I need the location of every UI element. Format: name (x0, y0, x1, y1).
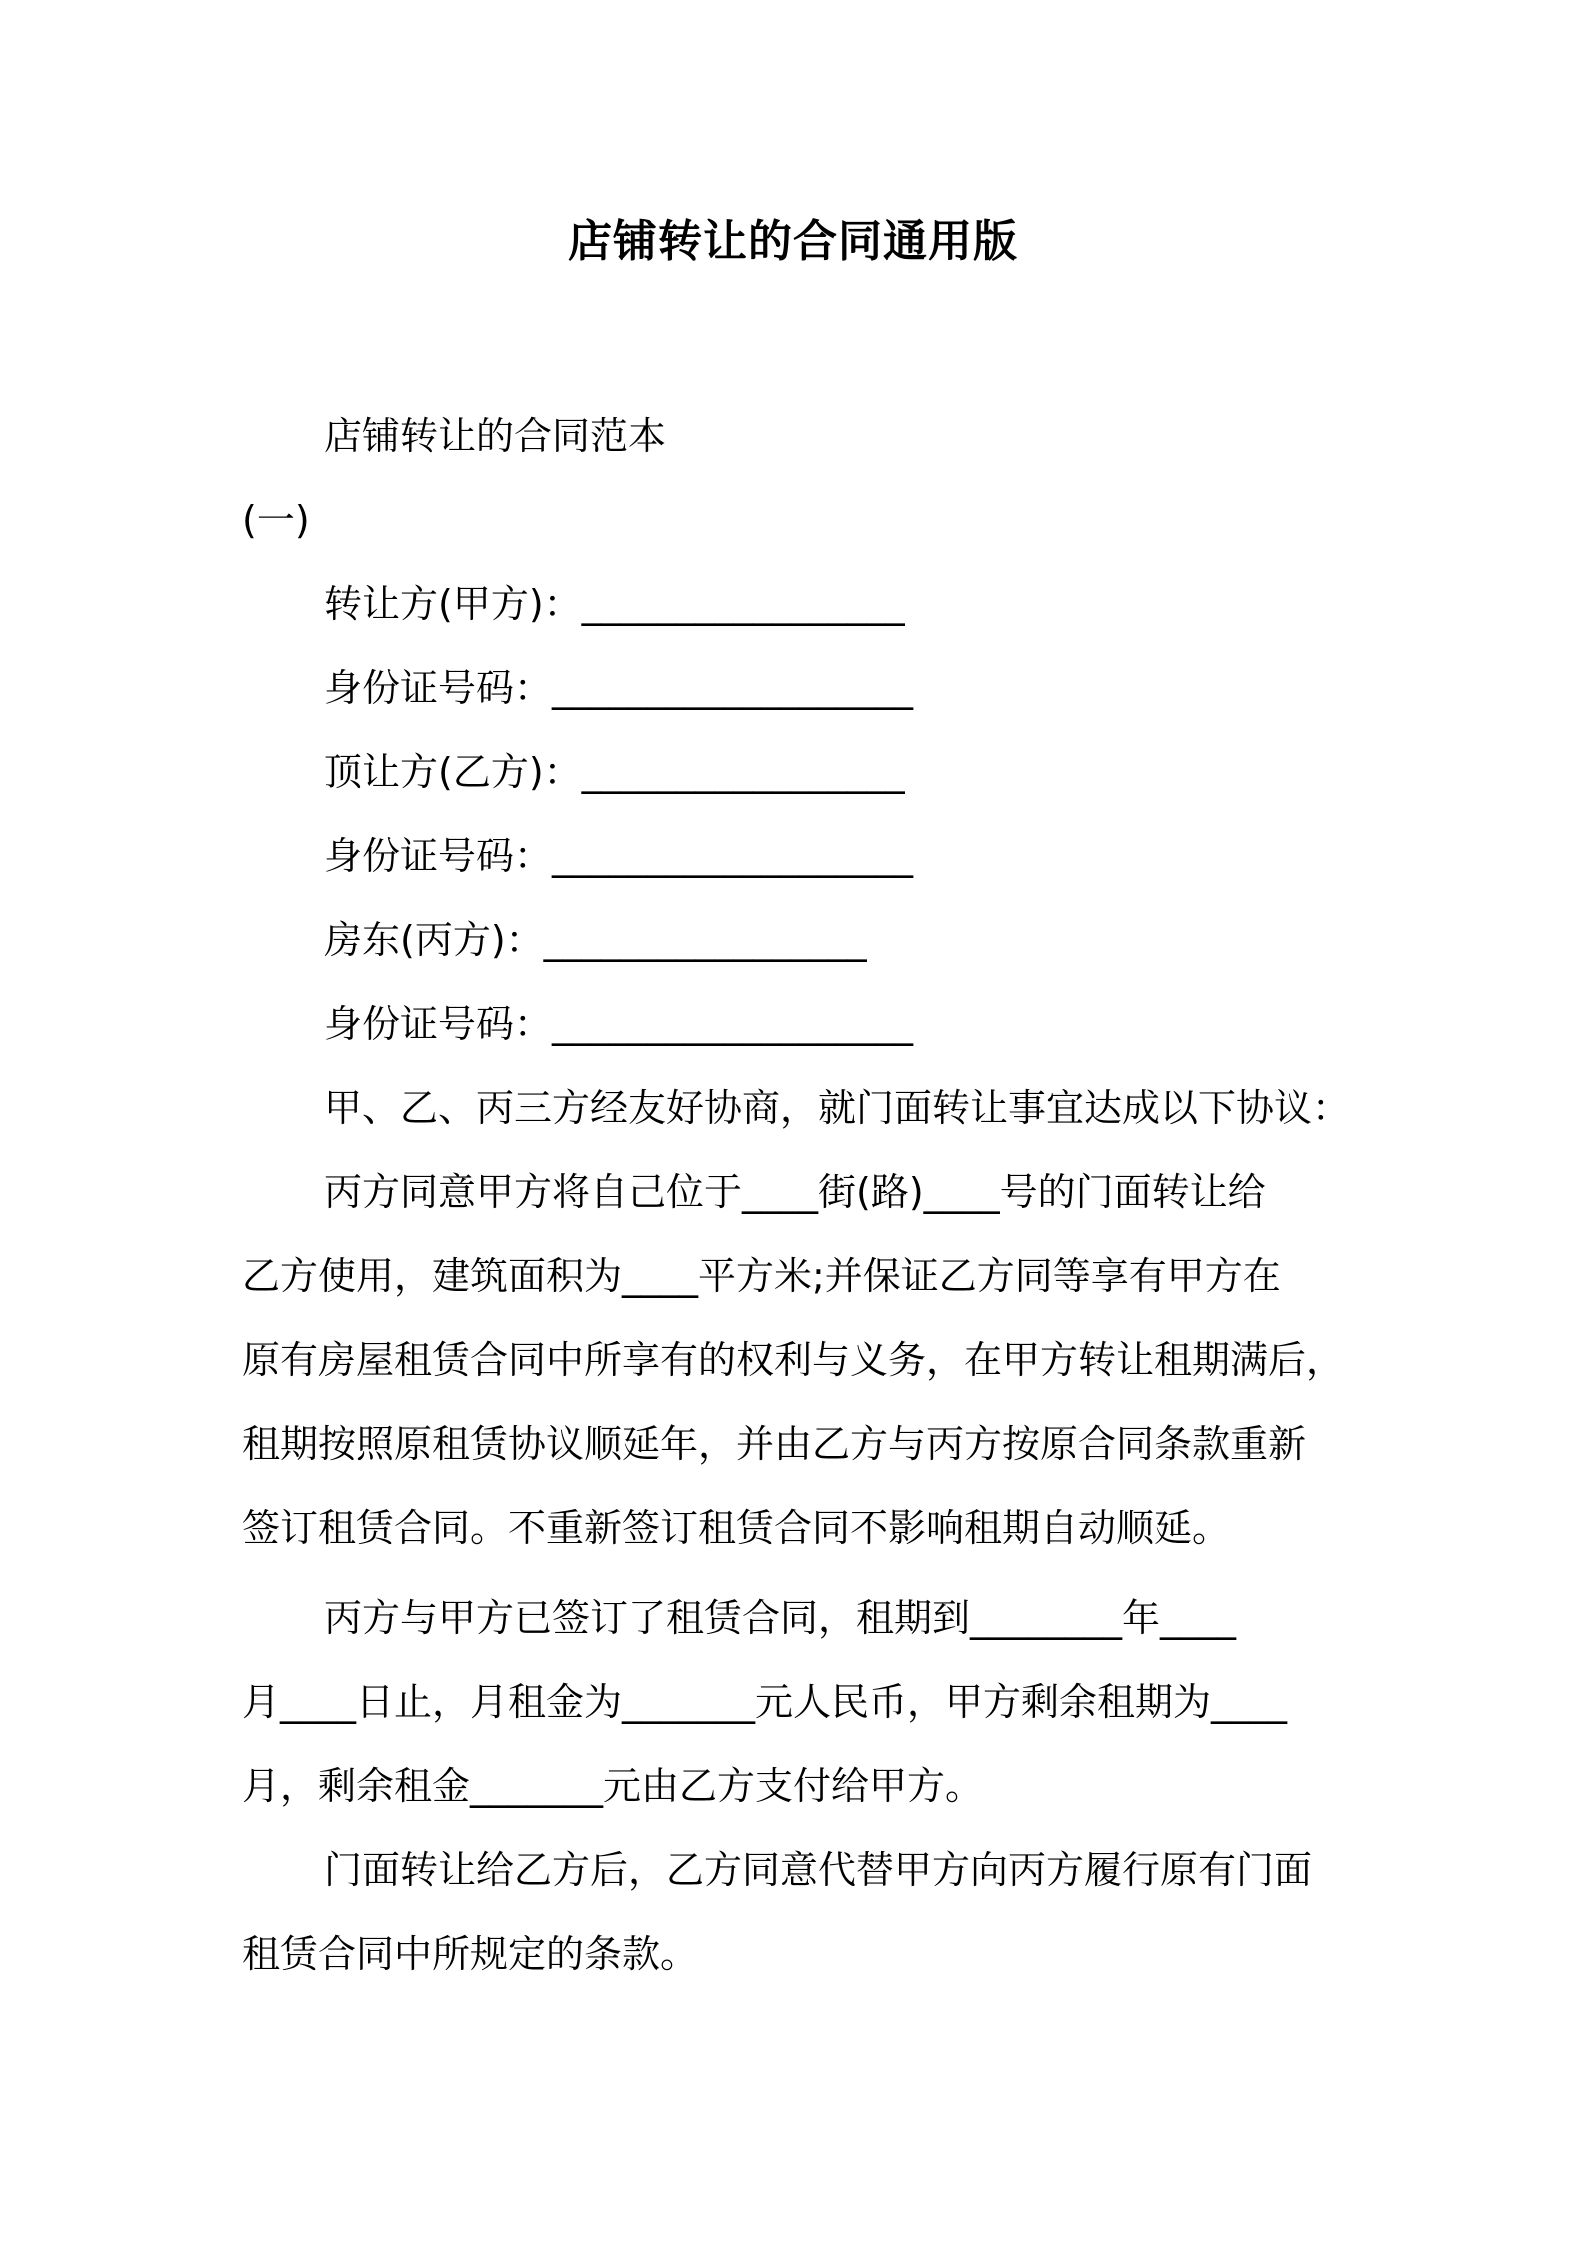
party-b-id-field: 身份证号码：___________________ (324, 834, 914, 878)
agreement-intro: 甲、乙、丙三方经友好协商，就门面转让事宜达成以下协议： (324, 1086, 1351, 1130)
section-heading: 店铺转让的合同范本 (324, 414, 667, 458)
section-number: (一) (242, 498, 310, 542)
paragraph-line: 签订租赁合同。不重新签订租赁合同不影响租期自动顺延。 (242, 1506, 1231, 1550)
paragraph-line: 租期按照原租赁协议顺延年，并由乙方与丙方按原合同条款重新 (242, 1422, 1307, 1466)
paragraph-line: 丙方同意甲方将自己位于____街(路)____号的门面转让给 (324, 1170, 1266, 1214)
party-c-field: 房东(丙方)：_________________ (324, 918, 867, 962)
document-title: 店铺转让的合同通用版 (568, 216, 1018, 267)
party-c-id-field: 身份证号码：___________________ (324, 1002, 914, 1046)
party-a-id-field: 身份证号码：___________________ (324, 666, 914, 710)
paragraph-line: 门面转让给乙方后，乙方同意代替甲方向丙方履行原有门面 (324, 1848, 1313, 1892)
paragraph-line: 租赁合同中所规定的条款。 (242, 1932, 699, 1976)
paragraph-line: 月，剩余租金_______元由乙方支付给甲方。 (242, 1764, 984, 1808)
paragraph-line: 月____日止，月租金为_______元人民币，甲方剩余租期为____ (242, 1680, 1288, 1724)
party-b-field: 顶让方(乙方)：_________________ (324, 750, 905, 794)
paragraph-line: 丙方与甲方已签订了租赁合同，租期到________年____ (324, 1596, 1237, 1640)
paragraph-line: 乙方使用，建筑面积为____平方米;并保证乙方同等享有甲方在 (242, 1254, 1281, 1298)
paragraph-line: 原有房屋租赁合同中所享有的权利与义务，在甲方转让租期满后， (242, 1338, 1345, 1382)
party-a-field: 转让方(甲方)：_________________ (324, 582, 905, 626)
